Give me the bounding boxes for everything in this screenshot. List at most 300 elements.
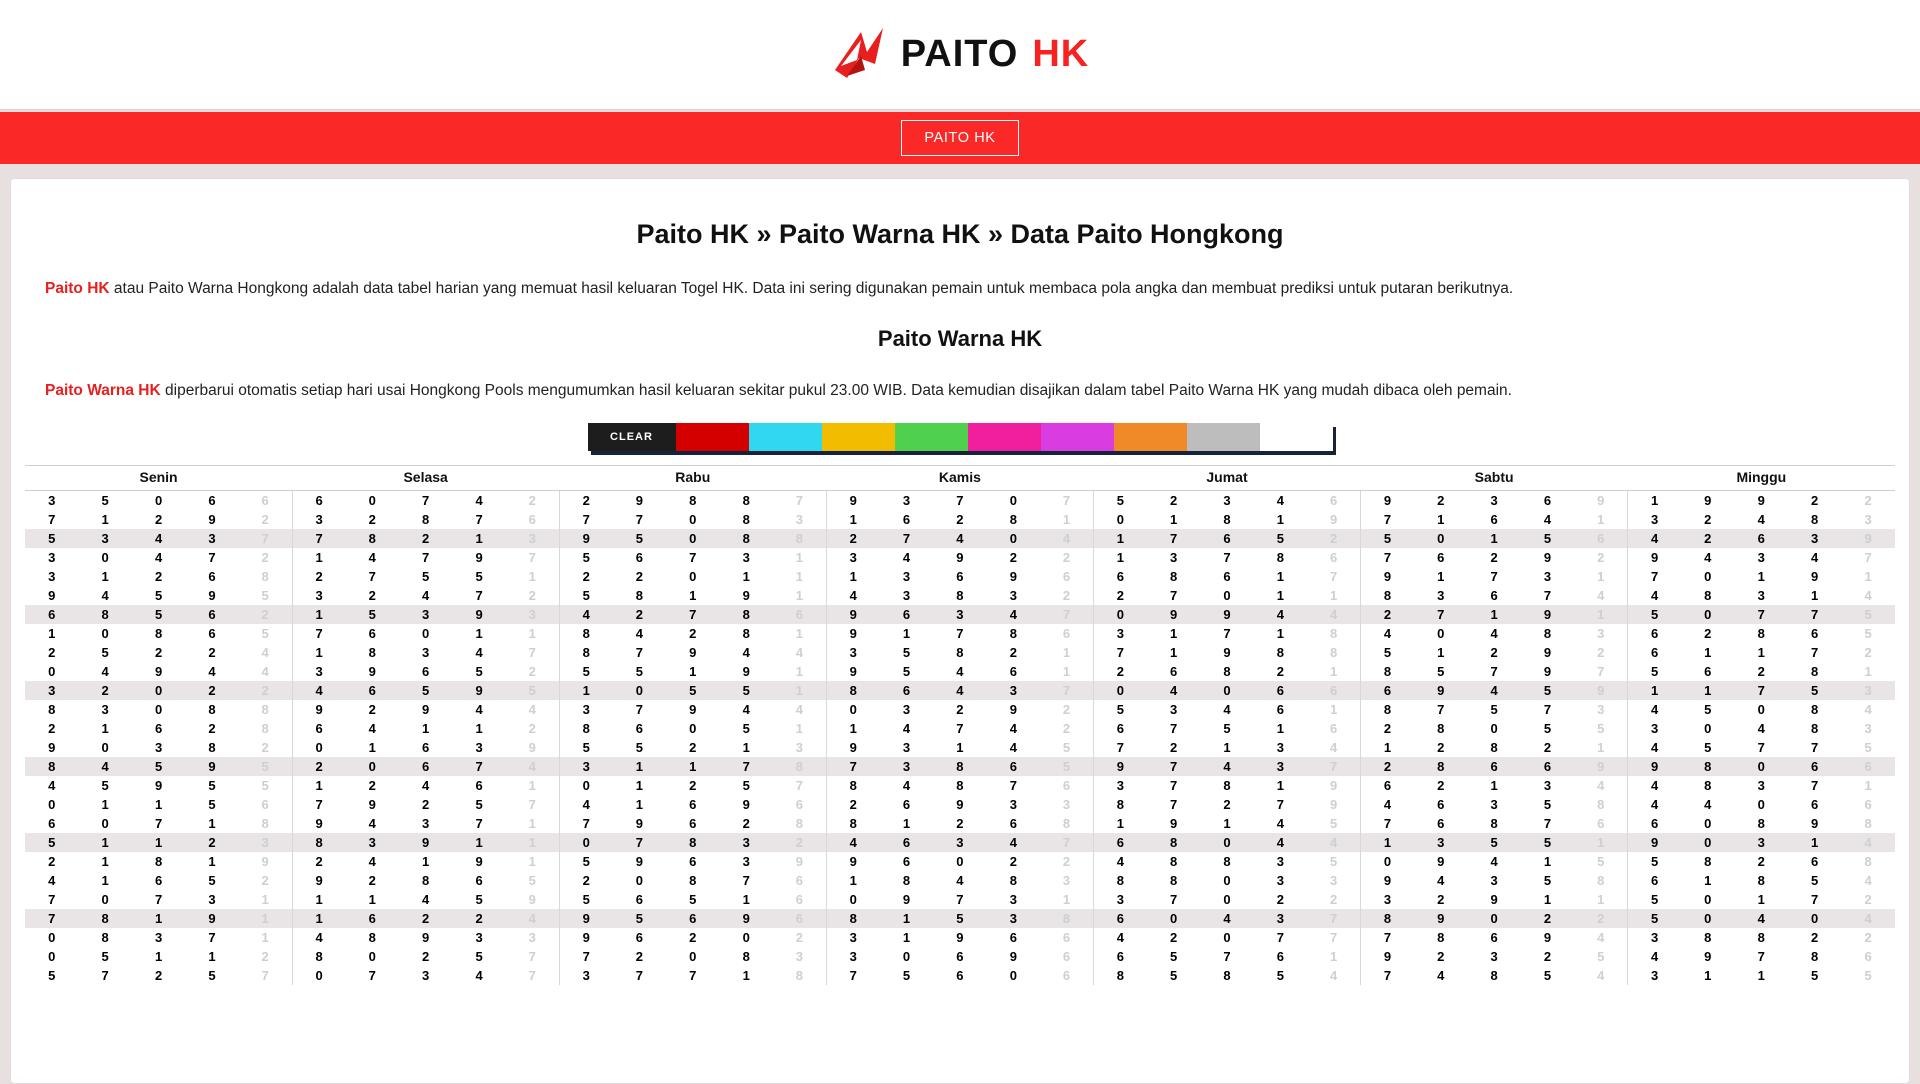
table-cell[interactable]: 8 [1490,816,1498,832]
table-cell[interactable]: 8 [1864,854,1872,870]
table-cell[interactable]: 2 [1864,930,1872,946]
table-cell[interactable]: 4 [1574,966,1627,985]
table-cell[interactable]: 8 [1704,930,1712,946]
table-cell[interactable]: 5 [902,968,911,984]
table-cell[interactable]: 5 [101,778,109,794]
table-cell[interactable]: 9 [368,664,376,680]
table-cell[interactable]: 4 [132,529,185,548]
table-cell[interactable]: 8 [773,966,826,985]
table-cell[interactable]: 6 [1276,949,1285,965]
table-cell[interactable]: 9 [1383,949,1392,965]
table-cell[interactable]: 2 [956,816,964,832]
table-cell[interactable]: 0 [1704,721,1712,737]
table-cell[interactable]: 6 [1704,664,1712,680]
table-cell[interactable]: 7 [1307,567,1360,586]
table-cell[interactable]: 2 [1757,664,1765,680]
table-cell[interactable]: 7 [742,873,750,889]
table-cell[interactable]: 8 [346,529,399,548]
table-row[interactable] [25,928,1895,947]
table-cell[interactable]: 0 [48,930,56,946]
table-cell[interactable]: 0 [1223,873,1231,889]
table-cell[interactable]: 0 [1223,892,1231,908]
table-cell[interactable]: 9 [559,909,612,928]
table-cell[interactable]: 0 [1788,909,1841,928]
table-cell[interactable]: 4 [48,778,56,794]
table-cell[interactable]: 2 [154,512,163,528]
table-cell[interactable]: 9 [1543,930,1552,946]
table-cell[interactable]: 7 [1147,529,1200,548]
table-cell[interactable]: 8 [48,702,56,718]
table-cell[interactable]: 2 [208,721,216,737]
table-cell[interactable]: 9 [315,816,323,832]
table-cell[interactable]: 8 [1040,909,1093,928]
table-cell[interactable]: 6 [1169,664,1178,680]
table-cell[interactable]: 7 [1307,928,1360,947]
table-cell[interactable]: 8 [25,757,78,776]
table-cell[interactable]: 0 [101,550,109,566]
table-cell[interactable]: 4 [506,909,559,928]
table-cell[interactable]: 4 [1276,816,1285,832]
swatch-yellow[interactable] [822,423,895,451]
table-cell[interactable]: 0 [849,892,857,908]
table-cell[interactable]: 0 [689,949,697,965]
table-cell[interactable]: 3 [346,833,399,852]
table-cell[interactable]: 9 [1009,569,1017,585]
table-cell[interactable]: 8 [239,567,292,586]
table-cell[interactable]: 5 [506,871,559,890]
table-cell[interactable]: 3 [1864,721,1872,737]
table-cell[interactable]: 1 [1704,873,1712,889]
table-cell[interactable]: 1 [1574,605,1627,624]
table-cell[interactable]: 6 [399,757,452,776]
table-cell[interactable]: 4 [902,778,911,794]
table-cell[interactable]: 1 [1276,569,1285,585]
table-cell[interactable]: 2 [368,778,376,794]
table-cell[interactable]: 2 [1276,664,1285,680]
table-cell[interactable]: 9 [635,816,643,832]
table-cell[interactable]: 2 [1864,645,1872,661]
table-cell[interactable]: 2 [689,778,697,794]
table-cell[interactable]: 7 [689,550,697,566]
table-cell[interactable]: 4 [1651,740,1659,756]
table-cell[interactable]: 8 [1681,757,1734,776]
table-cell[interactable]: 2 [422,949,430,965]
table-cell[interactable]: 5 [1574,947,1627,966]
table-cell[interactable]: 8 [1169,854,1178,870]
table-cell[interactable]: 7 [506,795,559,814]
table-cell[interactable]: 7 [1574,662,1627,681]
table-cell[interactable]: 8 [742,512,750,528]
table-cell[interactable]: 2 [399,909,452,928]
table-cell[interactable]: 6 [1811,854,1819,870]
table-cell[interactable]: 6 [902,797,911,813]
table-cell[interactable]: 5 [25,529,78,548]
table-cell[interactable]: 1 [1040,890,1093,909]
table-cell[interactable]: 2 [1864,493,1872,509]
table-cell[interactable]: 3 [1543,569,1552,585]
table-cell[interactable]: 6 [1093,833,1146,852]
table-cell[interactable]: 4 [239,643,292,662]
table-cell[interactable]: 7 [582,949,590,965]
table-cell[interactable]: 9 [956,550,964,566]
table-cell[interactable]: 4 [1437,873,1445,889]
table-cell[interactable]: 5 [132,757,185,776]
table-cell[interactable]: 7 [1811,645,1819,661]
table-cell[interactable]: 7 [956,721,964,737]
table-cell[interactable]: 4 [1116,854,1125,870]
table-cell[interactable]: 5 [25,833,78,852]
table-cell[interactable]: 5 [208,873,216,889]
table-cell[interactable]: 0 [1009,968,1017,984]
table-cell[interactable]: 8 [689,873,697,889]
table-cell[interactable]: 2 [208,645,216,661]
table-cell[interactable]: 6 [1009,664,1017,680]
table-cell[interactable]: 3 [773,510,826,529]
table-cell[interactable]: 0 [1147,909,1200,928]
table-cell[interactable]: 1 [1276,626,1285,642]
table-cell[interactable]: 4 [1628,529,1681,548]
table-cell[interactable]: 3 [1735,833,1788,852]
table-cell[interactable]: 6 [1864,797,1872,813]
table-cell[interactable]: 2 [1864,892,1872,908]
table-cell[interactable]: 6 [1651,645,1659,661]
table-cell[interactable]: 6 [1040,776,1093,795]
table-cell[interactable]: 2 [1040,852,1093,871]
table-cell[interactable]: 7 [1788,605,1841,624]
table-cell[interactable]: 8 [1704,588,1712,604]
table-cell[interactable]: 5 [902,645,911,661]
table-cell[interactable]: 5 [208,778,216,794]
table-cell[interactable]: 8 [1437,930,1445,946]
table-cell[interactable]: 7 [1414,605,1467,624]
table-cell[interactable]: 8 [1864,816,1872,832]
table-cell[interactable]: 7 [368,569,376,585]
table-cell[interactable]: 4 [1757,721,1765,737]
table-cell[interactable]: 3 [239,833,292,852]
table-cell[interactable]: 1 [1788,833,1841,852]
table-cell[interactable]: 3 [987,909,1040,928]
table-cell[interactable]: 2 [154,569,163,585]
table-cell[interactable]: 3 [1009,588,1017,604]
table-cell[interactable]: 4 [1651,949,1659,965]
table-cell[interactable]: 7 [1490,569,1498,585]
table-cell[interactable]: 2 [292,757,345,776]
table-cell[interactable]: 3 [1490,949,1498,965]
table-cell[interactable]: 8 [1490,740,1498,756]
table-cell[interactable]: 1 [368,740,376,756]
table-cell[interactable]: 3 [25,681,78,700]
table-cell[interactable]: 9 [956,930,964,946]
table-cell[interactable]: 5 [742,721,750,737]
table-row[interactable] [25,700,1895,719]
table-cell[interactable]: 2 [1223,797,1231,813]
table-cell[interactable]: 1 [101,854,109,870]
table-cell[interactable]: 1 [1543,892,1552,908]
table-cell[interactable]: 2 [582,493,590,509]
table-cell[interactable]: 7 [582,816,590,832]
table-cell[interactable]: 5 [1864,626,1872,642]
table-cell[interactable]: 0 [422,626,430,642]
table-cell[interactable]: 8 [1009,626,1017,642]
table-cell[interactable]: 9 [849,493,857,509]
table-cell[interactable]: 4 [422,778,430,794]
table-cell[interactable]: 4 [1864,873,1872,889]
table-cell[interactable]: 8 [1307,624,1360,643]
table-cell[interactable]: 3 [880,757,933,776]
table-row[interactable] [25,662,1895,681]
table-row[interactable] [25,833,1895,852]
table-cell[interactable]: 1 [101,797,109,813]
table-cell[interactable]: 3 [154,930,163,946]
table-cell[interactable]: 2 [1009,550,1017,566]
table-cell[interactable]: 4 [1383,797,1392,813]
table-cell[interactable]: 6 [1811,797,1819,813]
table-cell[interactable]: 3 [902,702,911,718]
table-cell[interactable]: 7 [613,833,666,852]
table-cell[interactable]: 7 [1040,681,1093,700]
table-cell[interactable]: 2 [1040,700,1093,719]
table-cell[interactable]: 3 [48,493,56,509]
table-cell[interactable]: 3 [902,588,911,604]
table-cell[interactable]: 1 [452,529,505,548]
table-cell[interactable]: 2 [1116,664,1125,680]
table-cell[interactable]: 2 [1811,930,1819,946]
table-cell[interactable]: 9 [1383,569,1392,585]
table-cell[interactable]: 7 [422,550,430,566]
table-cell[interactable]: 1 [1757,892,1765,908]
table-cell[interactable]: 6 [635,550,643,566]
table-cell[interactable]: 2 [689,740,697,756]
table-cell[interactable]: 9 [1169,816,1178,832]
table-cell[interactable]: 5 [1521,681,1574,700]
table-cell[interactable]: 2 [399,529,452,548]
table-cell[interactable]: 1 [1040,662,1093,681]
table-row[interactable] [25,624,1895,643]
table-cell[interactable]: 8 [368,930,376,946]
table-cell[interactable]: 2 [239,738,292,757]
table-cell[interactable]: 3 [1116,892,1125,908]
table-cell[interactable]: 4 [154,550,163,566]
table-cell[interactable]: 8 [826,909,879,928]
table-cell[interactable]: 6 [1116,569,1125,585]
table-cell[interactable]: 5 [1788,681,1841,700]
table-cell[interactable]: 0 [1437,626,1445,642]
table-cell[interactable]: 8 [773,757,826,776]
table-cell[interactable]: 2 [239,605,292,624]
table-cell[interactable]: 9 [1414,681,1467,700]
table-cell[interactable]: 9 [154,664,163,680]
table-row[interactable] [25,586,1895,605]
table-cell[interactable]: 5 [1490,702,1498,718]
table-cell[interactable]: 2 [368,873,376,889]
table-cell[interactable]: 2 [506,662,559,681]
table-cell[interactable]: 7 [956,892,964,908]
table-cell[interactable]: 2 [582,569,590,585]
table-cell[interactable]: 2 [506,586,559,605]
table-cell[interactable]: 9 [742,664,750,680]
table-cell[interactable]: 9 [773,852,826,871]
table-cell[interactable]: 1 [208,854,216,870]
table-cell[interactable]: 5 [1169,968,1178,984]
table-cell[interactable]: 9 [719,909,772,928]
table-cell[interactable]: 9 [1543,550,1552,566]
table-cell[interactable]: 1 [1361,833,1414,852]
table-cell[interactable]: 9 [48,588,56,604]
table-cell[interactable]: 7 [1169,778,1178,794]
table-cell[interactable]: 0 [1467,909,1520,928]
table-cell[interactable]: 0 [1704,892,1712,908]
table-cell[interactable]: 9 [1437,854,1445,870]
table-cell[interactable]: 4 [1704,550,1712,566]
table-cell[interactable]: 4 [1811,550,1819,566]
table-cell[interactable]: 9 [185,909,238,928]
table-cell[interactable]: 0 [666,529,719,548]
table-cell[interactable]: 0 [902,949,911,965]
table-cell[interactable]: 7 [1735,605,1788,624]
table-cell[interactable]: 2 [1361,757,1414,776]
table-cell[interactable]: 7 [452,757,505,776]
table-cell[interactable]: 0 [1704,569,1712,585]
table-cell[interactable]: 2 [1521,909,1574,928]
table-cell[interactable]: 3 [1788,529,1841,548]
table-cell[interactable]: 2 [154,968,163,984]
table-row[interactable] [25,871,1895,890]
table-cell[interactable]: 8 [956,588,964,604]
table-cell[interactable]: 1 [101,512,109,528]
table-cell[interactable]: 9 [635,493,643,509]
table-cell[interactable]: 3 [1307,871,1360,890]
table-cell[interactable]: 8 [1811,702,1819,718]
table-cell[interactable]: 2 [1681,529,1734,548]
table-cell[interactable]: 0 [315,968,323,984]
table-cell[interactable]: 2 [368,588,376,604]
table-cell[interactable]: 3 [315,588,323,604]
table-cell[interactable]: 3 [1116,778,1125,794]
table-cell[interactable]: 3 [1276,740,1285,756]
table-cell[interactable]: 7 [1543,702,1552,718]
table-cell[interactable]: 1 [773,662,826,681]
table-cell[interactable]: 6 [346,909,399,928]
table-cell[interactable]: 5 [613,529,666,548]
table-cell[interactable]: 0 [48,664,56,680]
table-cell[interactable]: 4 [1651,588,1659,604]
table-cell[interactable]: 3 [1169,550,1178,566]
table-cell[interactable]: 4 [475,645,483,661]
table-cell[interactable]: 1 [506,814,559,833]
table-cell[interactable]: 0 [1414,529,1467,548]
table-cell[interactable]: 1 [101,873,109,889]
table-cell[interactable]: 1 [1169,626,1178,642]
table-cell[interactable]: 9 [506,738,559,757]
table-cell[interactable]: 7 [475,512,483,528]
table-cell[interactable]: 5 [346,605,399,624]
table-cell[interactable]: 6 [1574,529,1627,548]
table-cell[interactable]: 6 [239,795,292,814]
table-cell[interactable]: 0 [956,854,964,870]
table-cell[interactable]: 4 [1574,586,1627,605]
table-cell[interactable]: 7 [1276,930,1285,946]
table-cell[interactable]: 6 [902,854,911,870]
table-cell[interactable]: 9 [239,852,292,871]
table-cell[interactable]: 7 [1864,550,1872,566]
table-cell[interactable]: 5 [475,949,483,965]
table-cell[interactable]: 0 [1681,833,1734,852]
table-cell[interactable]: 3 [1009,797,1017,813]
table-row[interactable] [25,966,1895,985]
table-cell[interactable]: 1 [208,949,216,965]
table-cell[interactable]: 9 [956,797,964,813]
table-cell[interactable]: 6 [185,605,238,624]
table-cell[interactable]: 0 [1200,833,1253,852]
table-cell[interactable]: 7 [1651,569,1659,585]
swatch-cyan[interactable] [749,423,822,451]
table-cell[interactable]: 5 [1307,814,1360,833]
table-cell[interactable]: 9 [452,605,505,624]
table-cell[interactable]: 2 [239,510,292,529]
table-cell[interactable]: 5 [1276,968,1285,984]
table-cell[interactable]: 6 [1437,550,1445,566]
table-cell[interactable]: 6 [239,491,292,511]
table-cell[interactable]: 7 [1040,491,1093,511]
table-cell[interactable]: 5 [1040,757,1093,776]
table-cell[interactable]: 5 [399,681,452,700]
table-cell[interactable]: 5 [1574,719,1627,738]
swatch-pink[interactable] [968,423,1041,451]
table-cell[interactable]: 7 [239,966,292,985]
table-cell[interactable]: 6 [25,605,78,624]
table-cell[interactable]: 6 [773,871,826,890]
table-cell[interactable]: 2 [1040,548,1093,567]
table-cell[interactable]: 6 [1651,626,1659,642]
table-cell[interactable]: 3 [1223,493,1231,509]
table-cell[interactable]: 8 [1574,795,1627,814]
color-palette[interactable] [588,423,1333,451]
table-cell[interactable]: 8 [101,930,109,946]
table-cell[interactable]: 8 [1811,721,1819,737]
table-cell[interactable]: 1 [506,833,559,852]
table-cell[interactable]: 1 [292,909,345,928]
table-cell[interactable]: 6 [1864,949,1872,965]
table-cell[interactable]: 7 [719,757,772,776]
table-cell[interactable]: 6 [1383,778,1392,794]
table-cell[interactable]: 4 [635,626,643,642]
table-cell[interactable]: 3 [1169,702,1178,718]
table-cell[interactable]: 3 [987,681,1040,700]
table-cell[interactable]: 6 [880,833,933,852]
table-cell[interactable]: 7 [506,548,559,567]
table-cell[interactable]: 9 [826,605,879,624]
table-cell[interactable]: 2 [956,702,964,718]
table-cell[interactable]: 1 [613,757,666,776]
table-cell[interactable]: 6 [689,797,697,813]
table-cell[interactable]: 6 [368,626,376,642]
table-cell[interactable]: 1 [1307,662,1360,681]
table-cell[interactable]: 1 [773,719,826,738]
table-cell[interactable]: 1 [1307,947,1360,966]
table-cell[interactable]: 5 [1467,833,1520,852]
table-cell[interactable]: 1 [292,605,345,624]
table-cell[interactable]: 8 [1009,512,1017,528]
table-cell[interactable]: 3 [1490,493,1498,509]
table-cell[interactable]: 9 [582,930,590,946]
table-cell[interactable]: 4 [1864,702,1872,718]
table-cell[interactable]: 3 [1651,930,1659,946]
table-cell[interactable]: 9 [1574,681,1627,700]
table-cell[interactable]: 1 [1467,605,1520,624]
table-cell[interactable]: 4 [1147,681,1200,700]
table-cell[interactable]: 5 [1521,529,1574,548]
table-cell[interactable]: 3 [1490,797,1498,813]
